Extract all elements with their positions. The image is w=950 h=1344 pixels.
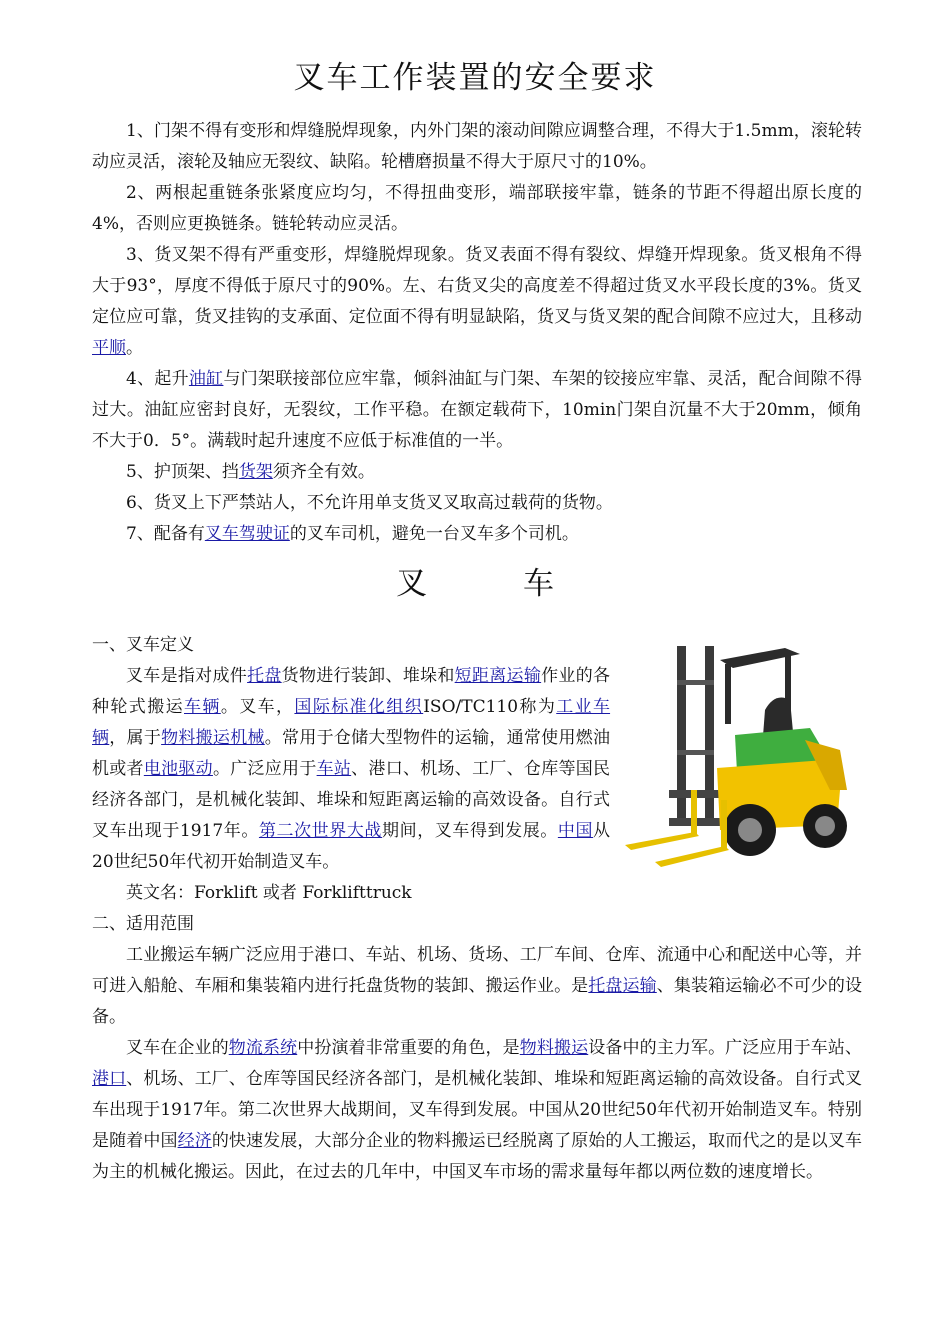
link-pingshun[interactable]: 平顺	[92, 338, 126, 358]
requirement-5	[92, 457, 862, 488]
requirement-5-rest: 须齐全有效。	[272, 462, 375, 482]
requirement-2: 2、两根起重链条张紧度应均匀，不得扭曲变形，端部联接牢靠，链条的节距不得超出原长度的4%，否则应更换链条。链轮转动应灵活。	[92, 183, 862, 234]
requirement-1: 1、门架不得有变形和焊缝脱焊现象，内外门架的滚动间隙应调整合理，不得大于1.5mm，滚轮转动应灵活，滚轮及轴应无裂纹、缺陷。轮槽磨损量不得大于原尺寸的10%。	[92, 121, 862, 172]
link-tuopan[interactable]: 托盘	[247, 666, 282, 686]
requirement-3	[92, 240, 862, 364]
scope2-text-1: 叉车在企业的	[126, 1038, 229, 1058]
link-logistics-system[interactable]: 物流系统	[228, 1038, 298, 1058]
requirement-4-rest: 与门架联接部位应牢靠，倾斜油缸与门架、车架的铰接应牢靠、灵活，配合间隙不得过大。油缸应密封良好，无裂纹，工作平稳。在额定载荷下，10min门架自沉量不大于20mm，倾角不大于0．5°。满载时起升速度不应低于标准值的一半。	[92, 369, 863, 451]
link-driving-license[interactable]: 叉车驾驶证	[204, 524, 290, 544]
link-china[interactable]: 中国	[557, 821, 594, 841]
definition-block	[92, 661, 610, 878]
def-text-9: 、港口、机场、工厂、仓库等国民经济各部门，是机械化装卸、堆垛和短距离运输的高效设备。自行式叉车出现于1917年。	[92, 759, 611, 841]
scope2-text-2: 中扮演着非常重要的角色，是	[297, 1038, 520, 1058]
heading-definition: 一、叉车定义	[92, 635, 194, 655]
requirement-3-text: 3、货叉架不得有严重变形，焊缝脱焊现象。货叉表面不得有裂纹、焊缝开焊现象。货叉根角不得大于93°，厚度不得低于原尺寸的90%。左、右货叉尖的高度差不得超过货叉水平段长度的3%。货叉定位应可靠，货叉挂钩的支承面、定位面不得有明显缺陷，货叉与货叉架的配合间隙不应过大，且移动	[92, 245, 862, 327]
section-title-forklift	[0, 562, 950, 606]
link-battery[interactable]: 电池驱动	[143, 759, 213, 779]
def-text-8: 。广泛应用于	[212, 759, 317, 779]
requirement-7-text: 7、配备有	[126, 524, 205, 544]
scope-text-2: 、集装箱运输必不可少的设备。	[92, 976, 863, 1027]
link-station[interactable]: 车站	[316, 759, 352, 779]
scope-paragraph-2	[92, 1033, 862, 1188]
link-industrial-vehicle[interactable]: 工业车辆	[92, 697, 611, 748]
definition-paragraph	[92, 661, 610, 878]
link-pallet-transport[interactable]: 托盘运输	[588, 976, 657, 996]
def-text-3: 作业的各种轮式搬运	[92, 666, 611, 717]
def-text-10: 期间，叉车得到发展。	[382, 821, 558, 841]
link-short-distance[interactable]: 短距离运输	[454, 666, 542, 686]
scope2-text-3: 设备中的主力军。广泛应用于车站、	[588, 1038, 863, 1058]
requirement-4-text: 4、起升	[126, 369, 189, 389]
def-text-4: 。叉车，	[220, 697, 295, 717]
requirement-5-text: 5、护顶架、挡	[126, 462, 239, 482]
english-name: 英文名：Forklift 或者 Forklifttruck	[126, 883, 412, 903]
scope-text-1: 工业搬运车辆广泛应用于港口、车站、机场、货场、工厂车间、仓库、流通中心和配送中心等，并可进入船舱、车厢和集装箱内进行托盘货物的装卸、搬运作业。是	[92, 945, 862, 996]
link-ww2[interactable]: 第二次世界大战	[258, 821, 383, 841]
link-material-moving[interactable]: 物料搬运	[519, 1038, 589, 1058]
link-yougang[interactable]: 油缸	[188, 369, 224, 389]
link-port[interactable]: 港口	[92, 1069, 127, 1089]
scope2-text-5: 的快速发展，大部分企业的物料搬运已经脱离了原始的人工搬运，取而代之的是以叉车为主的机械化搬运。因此，在过去的几年中，中国叉车市场的需求量每年都以两位数的速度增长。	[92, 1131, 863, 1182]
safety-requirements-section	[92, 116, 862, 550]
def-text-6: ，属于	[109, 728, 162, 748]
requirement-3-end: 。	[126, 338, 143, 358]
heading-scope: 二、适用范围	[92, 914, 194, 934]
def-text-2: 货物进行装卸、堆垛和	[281, 666, 455, 686]
requirement-4	[92, 364, 862, 457]
link-cheliang[interactable]: 车辆	[184, 697, 221, 717]
def-text-11: 从20世纪50年代初开始制造叉车。	[92, 821, 611, 872]
link-material-handling[interactable]: 物料搬运机械	[161, 728, 265, 748]
requirement-6: 6、货叉上下严禁站人，不允许用单支货叉叉取高过载荷的货物。	[126, 493, 613, 513]
link-huojia[interactable]: 货架	[238, 462, 273, 482]
def-text-7: 。常用于仓储大型物件的运输，通常使用燃油机或者	[92, 728, 611, 779]
document-title: 叉车工作装置的安全要求	[293, 60, 657, 96]
forklift-image	[625, 640, 865, 875]
title2-left: 叉	[396, 566, 427, 602]
def-text-5: ISO/TC110称为	[423, 697, 557, 717]
requirement-7	[92, 519, 862, 550]
scope-paragraph-1	[92, 940, 862, 1033]
link-iso[interactable]: 国际标准化组织	[294, 697, 424, 717]
def-text-1: 叉车是指对成件	[126, 666, 248, 686]
title2-right: 车	[523, 566, 554, 602]
scope2-text-4: 、机场、工厂、仓库等国民经济各部门，是机械化装卸、堆垛和短距离运输的高效设备。自行式叉车出现于1917年。第二次世界大战期间，叉车得到发展。中国从20世纪50年代初开始制造叉车。特别是随着中国	[92, 1069, 863, 1151]
requirement-7-rest: 的叉车司机，避免一台叉车多个司机。	[289, 524, 579, 544]
link-economy[interactable]: 经济	[177, 1131, 212, 1151]
